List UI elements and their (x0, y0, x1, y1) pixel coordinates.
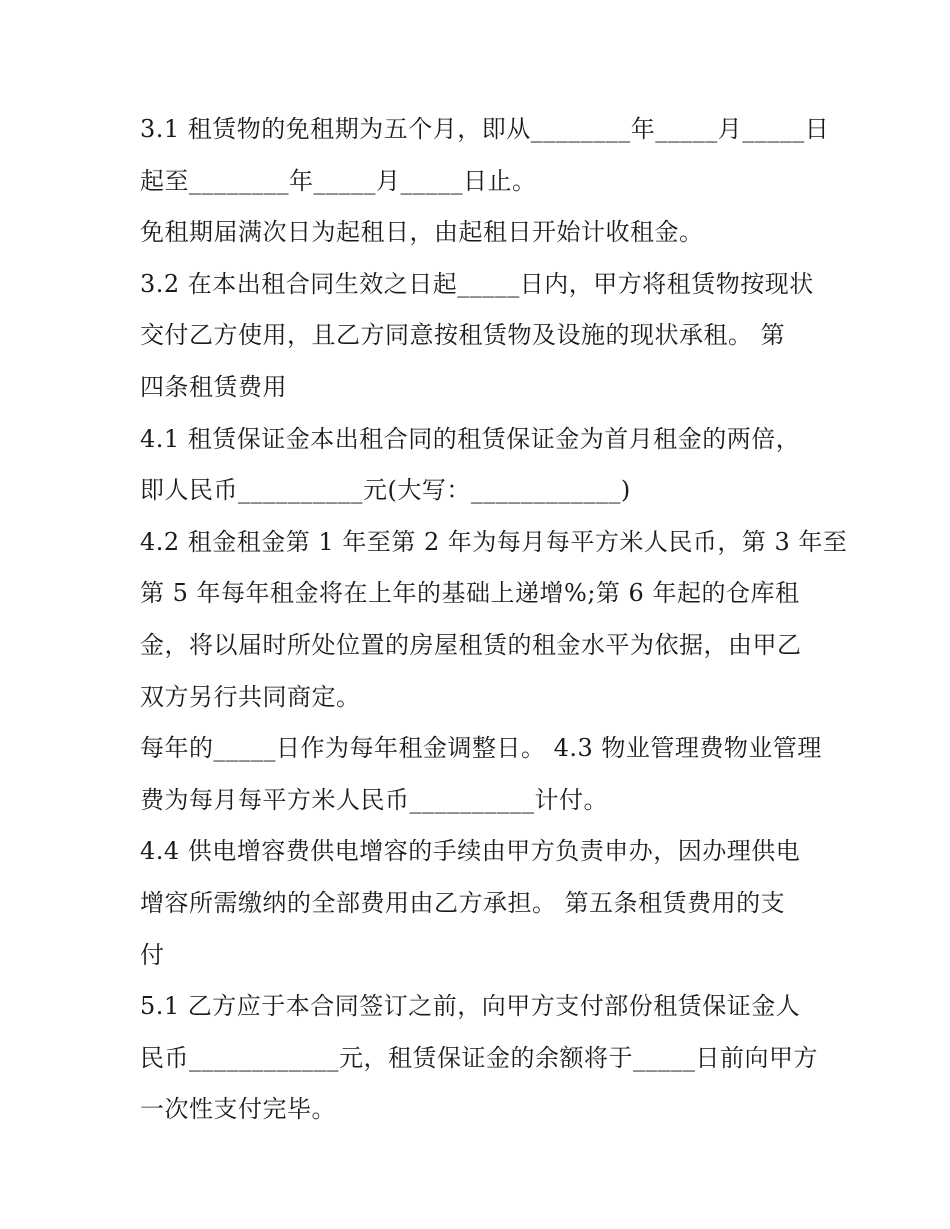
text-line: 5.1 乙方应于本合同签订之前，向甲方支付部份租赁保证金人 (140, 992, 801, 1021)
contract-text (140, 104, 848, 1136)
text-line: 3.1 租赁物的免租期为五个月，即从________年_____月_____日 (140, 115, 830, 143)
text-line: 每年的_____日作为每年租金调整日。 4.3 物业管理费物业管理 (140, 734, 822, 763)
text-line: 四条租赁费用 (140, 372, 287, 401)
text-line: 民币____________元，租赁保证金的余额将于_____日前向甲方 (140, 1043, 818, 1072)
text-line: 4.4 供电增容费供电增容的手续由甲方负责申办，因办理供电 (140, 837, 801, 866)
text-line: 4.2 租金租金第 1 年至第 2 年为每月每平方米人民币，第 3 年至 (140, 527, 848, 556)
text-line: 双方另行共同商定。 (140, 682, 361, 711)
text-line: 一次性支付完毕。 (140, 1095, 336, 1124)
text-line: 3.2 在本出租合同生效之日起_____日内，甲方将租赁物按现状 (140, 269, 814, 298)
text-line: 免租期届满次日为起租日，由起租日开始计收租金。 (140, 218, 704, 247)
text-line: 金，将以届时所处位置的房屋租赁的租金水平为依据，由甲乙 (140, 630, 802, 659)
text-line: 4.1 租赁保证金本出租合同的租赁保证金为首月租金的两倍， (140, 424, 801, 453)
text-line: 交付乙方使用，且乙方同意按租赁物及设施的现状承租。 第 (140, 321, 786, 350)
text-line: 费为每月每平方米人民币__________计付。 (140, 785, 608, 814)
text-line: 付 (140, 940, 165, 969)
text-line: 第 5 年每年租金将在上年的基础上递增%;第 6 年起的仓库租 (140, 579, 800, 608)
text-line: 增容所需缴纳的全部费用由乙方承担。 第五条租赁费用的支 (140, 888, 786, 917)
text-line: 即人民币__________元(大写：____________) (140, 476, 631, 505)
text-line: 起至________年_____月_____日止。 (140, 166, 537, 195)
